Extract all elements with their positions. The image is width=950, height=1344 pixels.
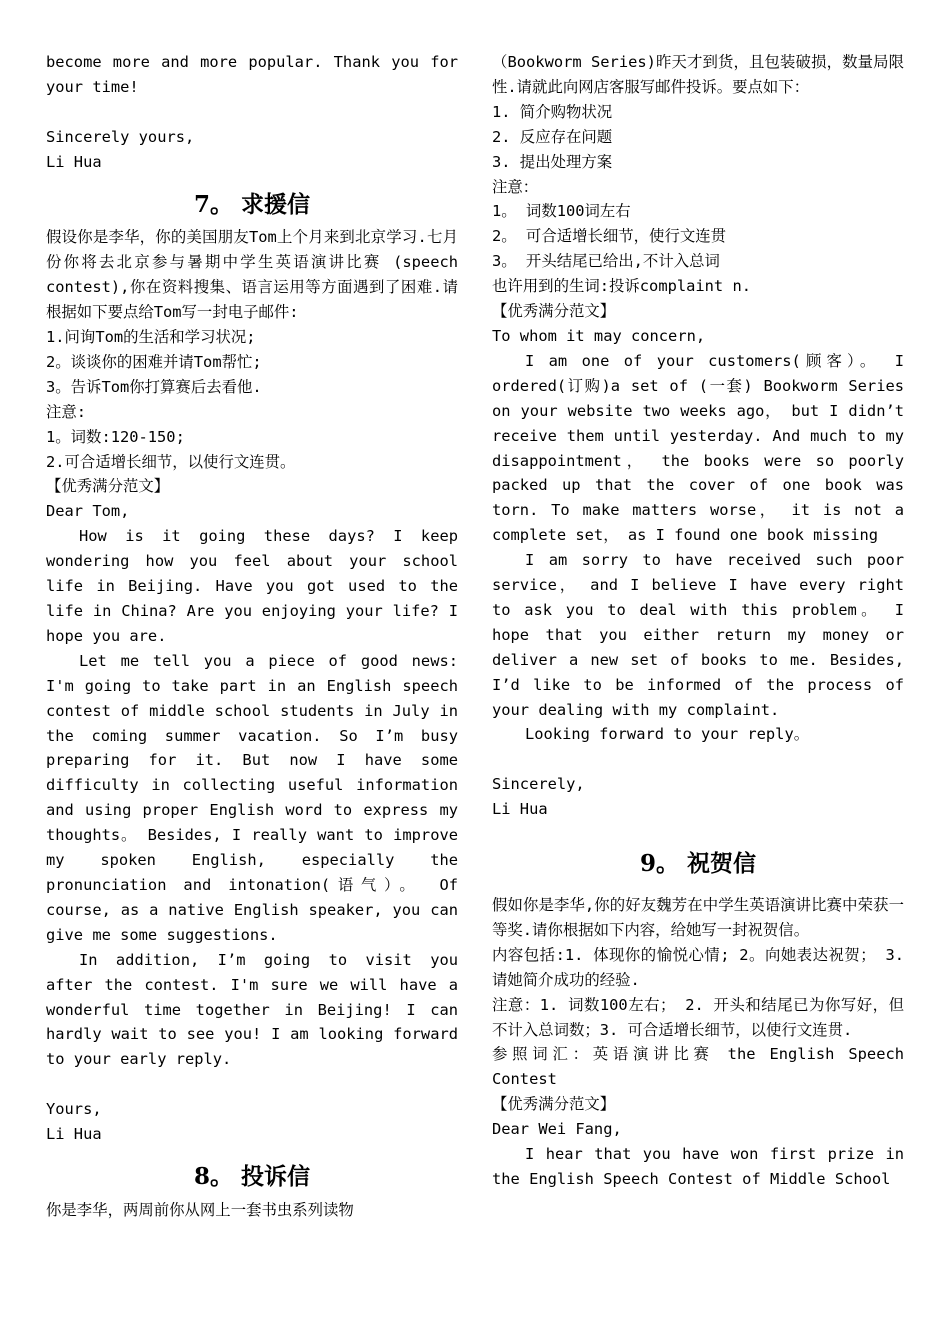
letter-paragraph: Let me tell you a piece of good news: I'm going to take part in an English speech contest of middle school students in July in the coming summer vacation. So I’m busy preparing for it. But now I have some difficulty in collecting useful information and using proper English word to express my thoughts。 Besides, I really want to improve my spoken English, especially the pronunciation and intonation(语气）。 Of course, as a native English speaker, you can give me some suggestions. bbox=[46, 651, 458, 944]
spacer bbox=[46, 1072, 458, 1097]
sample-label: 【优秀满分范文】 bbox=[492, 302, 616, 321]
section-9-note: 注意：1. 词数100左右； 2. 开头和结尾已为你写好，但不计入总词数；3. 可合适增长细节，以使行文连贯. bbox=[492, 995, 904, 1039]
section-8-note: 2。 可合适增长细节，使行文连贯 bbox=[492, 227, 727, 246]
section-8-point: 1. 简介购物状况 bbox=[492, 102, 613, 121]
closing: Sincerely yours, bbox=[46, 127, 195, 146]
section-7-note: 2.可合适增长细节，以使行文连贯。 bbox=[46, 452, 296, 471]
section-8-note-label: 注意： bbox=[492, 177, 539, 196]
section-8-note: 3。 开头结尾已给出,不计入总词 bbox=[492, 252, 720, 271]
signature: Li Hua bbox=[46, 1125, 102, 1144]
section-8-point: 2. 反应存在问题 bbox=[492, 127, 613, 146]
letter-greeting: Dear Wei Fang, bbox=[492, 1120, 622, 1139]
section-7-point: 1.问询Tom的生活和学习状况; bbox=[46, 328, 256, 347]
section-8-title: 8。 投诉信 bbox=[193, 1162, 310, 1190]
section-7-note-label: 注意: bbox=[46, 402, 87, 421]
section-7-point: 3。告诉Tom你打算赛后去看他. bbox=[46, 377, 262, 396]
spacer bbox=[492, 747, 904, 772]
section-8-note: 1。 词数100词左右 bbox=[492, 202, 631, 221]
section-7-prompt: 假设你是李华，你的美国朋友Tom上个月来到北京学习.七月份你将去北京参与暑期中学生英语演讲比赛 (speech contest),你在资料搜集、语言运用等方面遇到了困难.请根据如下要点给Tom写一封电子邮件: bbox=[46, 228, 458, 322]
signature: Li Hua bbox=[46, 152, 102, 171]
section-9-prompt: 假如你是李华,你的好友魏芳在中学生英语演讲比赛中荣获一等奖.请你根据如下内容，给她写一封祝贺信。 bbox=[492, 895, 904, 939]
letter-paragraph: In addition, I’m going to visit you after the contest. I'm sure we will have a wonderful time together in Beijing! I can hardly wait to see you! I am looking forward to your early reply. bbox=[46, 950, 458, 1069]
letter-greeting: Dear Tom, bbox=[46, 502, 130, 521]
right-column bbox=[492, 50, 904, 1192]
letter-paragraph: I hear that you have won first prize in the English Speech Contest of Middle School bbox=[492, 1145, 904, 1188]
section-7-point: 2。谈谈你的困难并请Tom帮忙; bbox=[46, 352, 262, 371]
letter-paragraph: I am sorry to have received such poor service， and I believe I have every right to ask you to deal with this problem。 I hope that you either return my money or deliver a new set of books to me. Besides, I’d like to be informed of the process of your dealing with my complaint. bbox=[492, 551, 904, 719]
left-column bbox=[46, 50, 458, 1223]
sample-label: 【优秀满分范文】 bbox=[46, 477, 170, 496]
spacer bbox=[46, 100, 458, 125]
section-9-title: 9。 祝贺信 bbox=[639, 850, 756, 878]
section-9-content: 内容包括:1. 体现你的愉悦心情; 2。向她表达祝贺； 3.请她简介成功的经验. bbox=[492, 945, 904, 989]
section-7-title: 7。 求援信 bbox=[193, 190, 310, 218]
closing: Yours, bbox=[46, 1100, 102, 1119]
closing: Sincerely, bbox=[492, 775, 585, 794]
letter-paragraph: Looking forward to your reply。 bbox=[525, 725, 810, 744]
section-7-note: 1。词数:120-150; bbox=[46, 427, 185, 446]
letter-greeting: To whom it may concern, bbox=[492, 326, 706, 345]
letter-paragraph: I am one of your customers(顾客）。 I ordered(订购)a set of (一套) Bookworm Series on your website two weeks ago， but I didn’t receive them until yesterday. And much to my disappointment， the books were so poorly packed up that the cover of one book was torn. To make matters worse， it is not a complete set， as I found one book missing bbox=[492, 351, 904, 545]
section-8-prompt-start: 你是李华，两周前你从网上一套书虫系列读物 bbox=[46, 1200, 354, 1219]
section-9-vocab: 参照词汇：英语演讲比赛 the English Speech Contest bbox=[492, 1045, 904, 1089]
signature: Li Hua bbox=[492, 800, 548, 819]
section-8-vocab: 也许用到的生词:投诉complaint n. bbox=[492, 277, 751, 296]
letter-paragraph: How is it going these days? I keep wondering how you feel about your school life in Beijing. Have you got used to the life in China? Are you enjoying your life? I hope you are. bbox=[46, 527, 458, 645]
continued-text: become more and more popular. Thank you for your time! bbox=[46, 53, 458, 96]
section-8-prompt-end: （Bookworm Series)昨天才到货，且包装破损，数量局限性.请就此向网店客服写邮件投诉。要点如下： bbox=[492, 53, 904, 96]
sample-label: 【优秀满分范文】 bbox=[492, 1095, 616, 1114]
section-8-point: 3. 提出处理方案 bbox=[492, 152, 613, 171]
